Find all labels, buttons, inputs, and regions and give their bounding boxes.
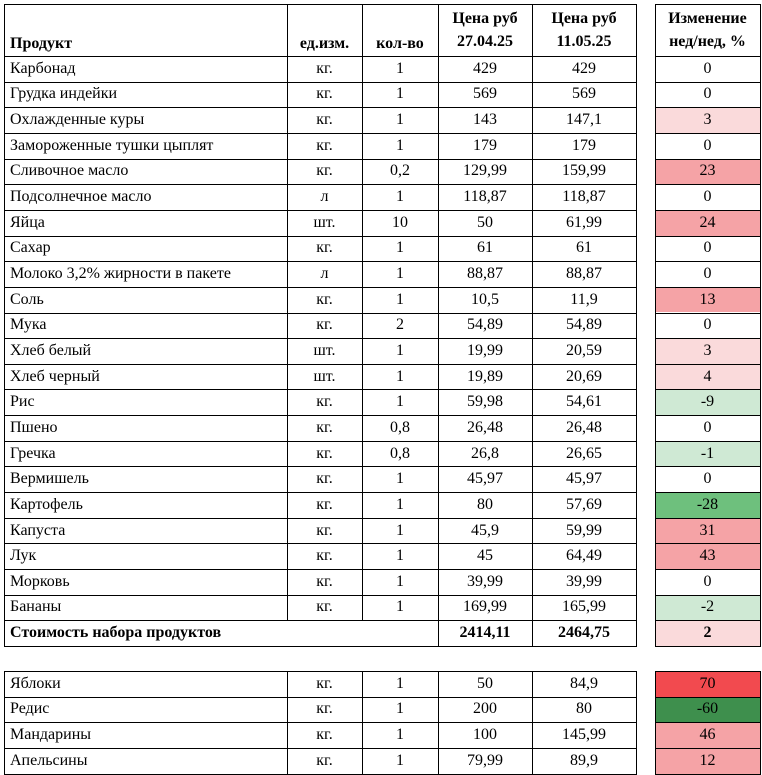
grid-line [287,4,288,621]
cell-unit: кг. [316,85,333,103]
grid-line [655,287,761,288]
grid-line [655,671,761,672]
cell-qty: 0,8 [390,418,410,436]
cell-product: Рис [10,393,35,411]
change-cell: 0 [655,466,760,492]
cell-qty: 1 [396,751,404,769]
grid-line [655,415,761,416]
grid-line [4,4,637,5]
change-cell: 46 [655,722,760,748]
cell-price1: 10,5 [471,290,499,308]
cell-qty: 0,2 [390,162,410,180]
cell-price2: 88,87 [566,265,602,282]
cell-product: Яйца [10,213,45,231]
cell-qty: 10 [392,213,408,231]
grid-line [655,620,761,621]
cell-price2: 59,99 [566,521,602,539]
cell-price1: 429 [473,59,497,77]
cell-qty: 1 [396,290,404,308]
cell-product: Замороженные тушки цыплят [10,136,214,154]
grid-line [655,56,761,57]
change-cell: 0 [655,56,760,82]
cell-qty: 1 [396,85,404,103]
cell-unit: кг. [316,418,333,436]
cell-price2: 569 [572,85,596,103]
cell-price1: 200 [473,700,497,718]
cell-unit: кг. [316,598,333,616]
grid-line [655,748,761,749]
grid-line [760,4,761,647]
grid-line [532,4,533,647]
cell-product: Карбонад [10,59,76,77]
grid-line [438,671,439,775]
change-cell: 0 [655,236,760,262]
total-price-1: 2414,11 [459,624,511,642]
cell-price2: 54,89 [566,316,602,334]
cell-qty: 1 [396,239,404,257]
cell-unit: кг. [316,547,333,565]
grid-line [655,4,761,5]
grid-line [4,133,637,134]
cell-price2: 39,99 [566,572,602,590]
grid-line [438,4,439,647]
grid-line [655,4,656,647]
change-cell: 43 [655,543,760,569]
cell-product: Молоко 3,2% жирности в пакете [10,265,231,282]
cell-qty: 1 [396,59,404,77]
cell-unit: шт. [313,341,336,359]
cell-qty: 1 [396,136,404,154]
cell-price2: 54,61 [566,393,602,411]
grid-line [4,56,637,57]
grid-line [655,722,761,723]
cell-price2: 57,69 [566,495,602,513]
cell-unit: кг. [316,674,333,692]
cell-price2: 20,69 [566,367,602,385]
cell-unit: кг. [316,572,333,590]
grid-line [655,338,761,339]
cell-unit: шт. [313,213,336,231]
cell-price2: 89,9 [570,751,598,769]
change-cell: 13 [655,287,760,313]
cell-price1: 19,99 [467,341,503,359]
cell-price1: 61 [477,239,493,257]
header-unit: ед.изм. [299,35,350,52]
header-product: Продукт [10,35,73,52]
grid-line [655,646,761,647]
cell-qty: 1 [396,547,404,565]
grid-line [655,159,761,160]
cell-product: Охлажденные куры [10,111,145,129]
grid-line [655,107,761,108]
cell-unit: кг. [316,521,333,539]
grid-line [655,364,761,365]
cell-price2: 64,49 [566,547,602,565]
change-cell: 0 [655,569,760,595]
cell-product: Редис [10,700,50,718]
header-change-unit: нед/нед, % [669,33,746,50]
cell-product: Морковь [10,572,70,590]
cell-price2: 118,87 [562,188,606,206]
cell-price2: 80 [576,700,592,718]
cell-qty: 1 [396,265,404,282]
change-cell: 3 [655,338,760,364]
cell-qty: 1 [396,393,404,411]
cell-price1: 129,99 [463,162,507,180]
cell-price2: 26,48 [566,418,602,436]
cell-qty: 1 [396,470,404,488]
cell-qty: 1 [396,188,404,206]
cell-price2: 145,99 [562,726,606,744]
header-change [655,4,760,56]
cell-price1: 50 [477,213,493,231]
cell-unit: кг. [316,726,333,744]
grid-line [4,671,5,775]
cell-price1: 100 [473,726,497,744]
grid-line [655,389,761,390]
grid-line [4,107,637,108]
grid-line [4,697,637,698]
cell-qty: 1 [396,598,404,616]
cell-price1: 169,99 [463,598,507,616]
cell-unit: кг. [316,700,333,718]
header-change-label: Изменение [668,10,747,27]
grid-line [4,313,637,314]
cell-price2: 61,99 [566,213,602,231]
grid-line [4,671,637,672]
grid-line [4,722,637,723]
cell-price1: 143 [473,111,497,129]
cell-price1: 59,98 [467,393,503,411]
change-cell: 23 [655,159,760,185]
change-cell: 0 [655,415,760,441]
grid-line [4,415,637,416]
cell-product: Апельсины [10,751,88,769]
cell-qty: 1 [396,700,404,718]
cell-price1: 79,99 [467,751,503,769]
change-cell: 12 [655,748,760,774]
cell-price1: 45 [477,547,493,565]
grid-line [4,543,637,544]
header-qty: кол-во [376,35,424,52]
cell-price2: 11,9 [570,290,598,308]
grid-line [655,82,761,83]
grid-line [4,159,637,160]
cell-product: Яблоки [10,674,61,692]
cell-unit: кг. [316,111,333,129]
cell-price1: 80 [477,495,493,513]
cell-unit: кг. [316,495,333,513]
cell-qty: 1 [396,341,404,359]
cell-unit: л [320,265,329,282]
cell-price2: 429 [572,59,596,77]
cell-unit: кг. [316,470,333,488]
change-cell: 70 [655,671,760,697]
grid-line [362,4,363,621]
cell-price1: 26,48 [467,418,503,436]
cell-price2: 20,59 [566,341,602,359]
header-price-2-date: 11.05.25 [556,33,612,50]
cell-price2: 179 [572,136,596,154]
grid-line [4,338,637,339]
cell-qty: 1 [396,111,404,129]
grid-line [287,671,288,775]
cell-price1: 88,87 [467,265,503,282]
cell-price2: 45,97 [566,470,602,488]
grid-line [655,595,761,596]
grid-line [4,389,637,390]
change-cell: -1 [655,441,760,467]
total-label: Стоимость набора продуктов [10,624,222,642]
cell-unit: шт. [313,367,336,385]
grid-line [4,441,637,442]
cell-price2: 61 [576,239,592,257]
cell-product: Сливочное масло [10,162,129,180]
grid-line [4,364,637,365]
change-cell: -60 [655,697,760,723]
total-change: 2 [655,620,760,646]
cell-price1: 54,89 [467,316,503,334]
cell-price2: 147,1 [566,111,602,129]
grid-line [636,671,637,775]
cell-unit: кг. [316,316,333,334]
cell-product: Хлеб белый [10,341,92,359]
cell-product: Подсолнечное масло [10,188,152,206]
grid-line [4,210,637,211]
header-price-1 [438,4,532,56]
grid-line [655,441,761,442]
cell-product: Соль [10,290,44,308]
grid-line [4,466,637,467]
cell-qty: 2 [396,316,404,334]
change-cell: 0 [655,82,760,108]
grid-line [655,543,761,544]
grid-line [4,595,637,596]
cell-price1: 45,97 [467,470,503,488]
cell-price1: 569 [473,85,497,103]
cell-qty: 0,8 [390,444,410,462]
header-price-2 [532,4,636,56]
change-cell: 0 [655,313,760,339]
grid-line [4,184,637,185]
cell-qty: 1 [396,521,404,539]
header-price-1-label: Цена руб [452,10,518,27]
cell-unit: кг. [316,162,333,180]
grid-line [655,133,761,134]
cell-price1: 45,9 [471,521,499,539]
cell-price2: 84,9 [570,674,598,692]
cell-product: Вермишель [10,470,89,488]
change-cell: 0 [655,261,760,287]
total-price-2: 2464,75 [558,624,610,642]
cell-unit: кг. [316,751,333,769]
cell-qty: 1 [396,495,404,513]
cell-price1: 50 [477,674,493,692]
cell-price1: 179 [473,136,497,154]
grid-line [655,236,761,237]
change-cell: 31 [655,518,760,544]
cell-product: Грудка индейки [10,85,118,103]
grid-line [4,236,637,237]
cell-product: Сахар [10,239,51,257]
change-cell: 0 [655,184,760,210]
cell-price1: 39,99 [467,572,503,590]
change-cell: 24 [655,210,760,236]
grid-line [4,748,637,749]
cell-price1: 118,87 [463,188,507,206]
grid-line [4,261,637,262]
grid-line [655,184,761,185]
grid-line [655,261,761,262]
cell-price2: 26,65 [566,444,602,462]
cell-unit: кг. [316,136,333,154]
grid-line [4,646,637,647]
cell-product: Капуста [10,521,66,539]
change-cell: 3 [655,107,760,133]
cell-qty: 1 [396,674,404,692]
cell-price1: 26,8 [471,444,499,462]
grid-line [655,313,761,314]
cell-product: Картофель [10,495,83,513]
change-cell: -9 [655,389,760,415]
grid-line [362,671,363,775]
change-cell: -28 [655,492,760,518]
cell-qty: 1 [396,572,404,590]
grid-line [655,518,761,519]
cell-product: Пшено [10,418,58,436]
cell-unit: кг. [316,59,333,77]
cell-unit: кг. [316,239,333,257]
cell-product: Мука [10,316,47,334]
change-cell: -2 [655,595,760,621]
grid-line [532,671,533,775]
grid-line [4,82,637,83]
cell-qty: 1 [396,726,404,744]
grid-line [655,697,761,698]
grid-line [4,569,637,570]
cell-product: Бананы [10,598,62,616]
cell-unit: кг. [316,290,333,308]
grid-line [655,492,761,493]
change-cell: 0 [655,133,760,159]
grid-line [655,671,656,775]
cell-product: Мандарины [10,726,92,744]
grid-line [4,4,5,647]
cell-product: Хлеб черный [10,367,100,385]
grid-line [655,466,761,467]
cell-qty: 1 [396,367,404,385]
grid-line [760,671,761,775]
cell-product: Лук [10,547,37,565]
cell-unit: л [320,188,329,206]
cell-price2: 165,99 [562,598,606,616]
grid-line [655,210,761,211]
grid-line [4,620,637,621]
grid-line [655,569,761,570]
cell-price1: 19,89 [467,367,503,385]
grid-line [4,518,637,519]
grid-line [4,287,637,288]
cell-product: Гречка [10,444,56,462]
header-price-2-label: Цена руб [551,10,617,27]
grid-line [4,492,637,493]
cell-unit: кг. [316,444,333,462]
cell-unit: кг. [316,393,333,411]
header-price-1-date: 27.04.25 [457,33,513,50]
grid-line [636,4,637,647]
change-cell: 4 [655,364,760,390]
cell-price2: 159,99 [562,162,606,180]
